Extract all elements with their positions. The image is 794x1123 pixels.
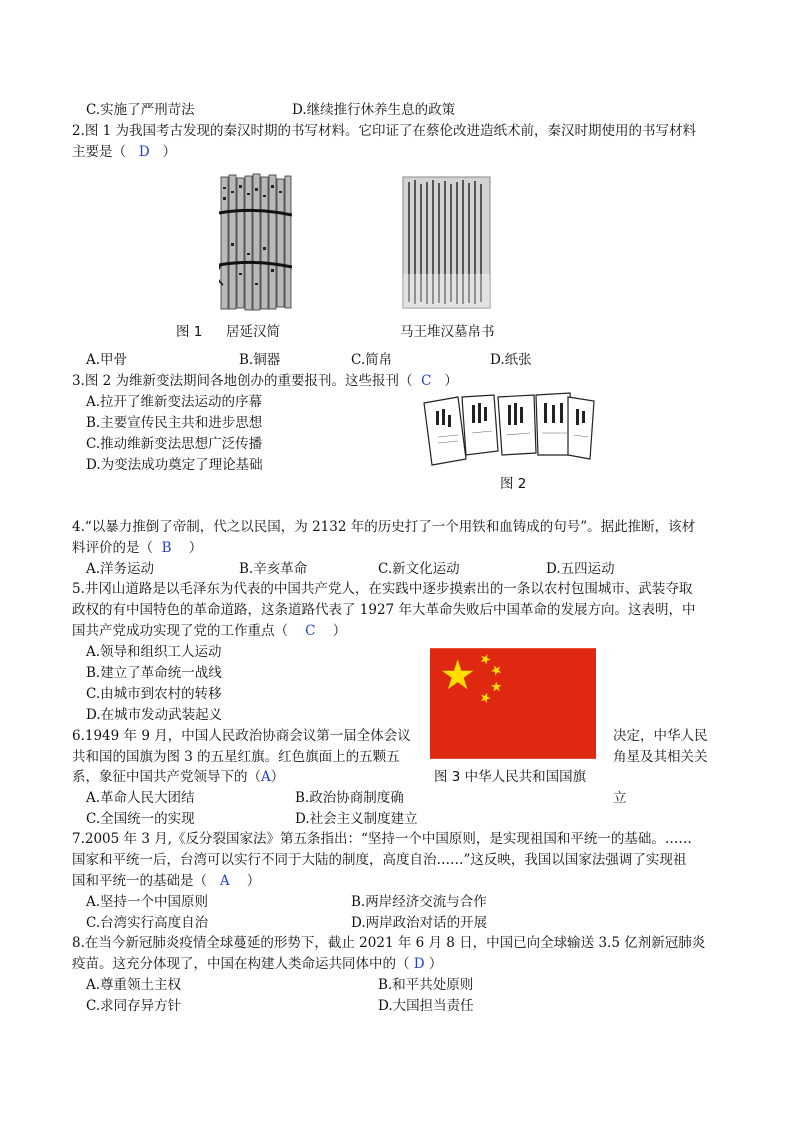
q8-option-a: A.尊重领土主权 [86, 977, 182, 993]
q8-stem-line2 [72, 952, 442, 972]
q6-option-b-tail: 立 [613, 790, 627, 806]
q1-option-c: C.实施了严刑苛法 [86, 102, 195, 118]
q6-line1-left: 6.1949 年 9 月，中国人民政治协商会议第一届全体会议 [72, 728, 411, 744]
q2-stem-line2 [72, 140, 176, 160]
q8-answer: D [413, 956, 425, 972]
q3-option-d: D.为变法成功奠定了理论基础 [86, 457, 263, 473]
q8-stem-line1: 8.在当今新冠肺炎疫情全球蔓延的形势下，截止 2021 年 6 月 8 日，中国已向全球输送 3.5 亿剂新冠肺炎 [72, 935, 706, 951]
q5-stem-line3 [72, 619, 346, 639]
q6-option-b: B.政治协商制度确 [295, 790, 404, 806]
q2-option-d: D.纸张 [490, 352, 532, 368]
q6-option-d: D.社会主义制度建立 [295, 811, 418, 827]
q6-answer: A [261, 769, 271, 785]
prc-flag-image [430, 648, 596, 759]
q2-stem-line1: 2.图 1 为我国考古发现的秦汉时期的书写材料。它印证了在蔡伦改进造纸术前，秦汉时期使用的书写材料 [72, 123, 697, 139]
q6-line3 [72, 765, 284, 785]
q4-stem-a: 料评价的是（ [72, 540, 153, 556]
q4-option-a: A.洋务运动 [86, 561, 155, 577]
q5-stem-b: ） [332, 623, 347, 639]
q5-option-c: C.由城市到农村的转移 [86, 686, 222, 702]
q4-stem-line2 [72, 536, 202, 556]
q6-option-c: C.全国统一的实现 [86, 811, 195, 827]
q7-stem-a: 国和平统一的基础是（ [72, 873, 207, 889]
q6-option-a: A.革命人民大团结 [86, 790, 195, 806]
q5-stem-a: 国共产党成功实现了党的工作重点（ [72, 623, 288, 639]
q5-option-d: D.在城市发动武装起义 [86, 707, 223, 723]
q8-option-b: B.和平共处原则 [378, 977, 474, 993]
q2-option-c: C.简帛 [351, 352, 393, 368]
q4-option-d: D.五四运动 [546, 561, 615, 577]
q3-option-a: A.拉开了维新变法运动的序幕 [86, 394, 263, 410]
q5-option-b: B.建立了革命统一战线 [86, 665, 222, 681]
q3-stem-a: 3.图 2 为维新变法期间各地创办的重要报刊。这些报刊（ [72, 373, 413, 389]
q7-option-c: C.台湾实行高度自治 [86, 915, 209, 931]
q5-answer: C [305, 623, 316, 639]
fig1-label: 图 1 [176, 324, 203, 340]
q7-stem-line2: 国家和平统一后，台湾可以实行不同于大陆的制度，高度自治……”这反映，我国以国家法强调了实现祖 [72, 852, 687, 868]
q8-stem-a: 疫苗。这充分体现了，中国在构建人类命运共同体中的（ [72, 956, 410, 972]
q5-option-a: A.领导和组织工人运动 [86, 644, 222, 660]
q5-stem-line2: 政权的有中国特色的革命道路，这条道路代表了 1927 年大革命失败后中国革命的发展方向。这表明，中 [72, 602, 696, 618]
q4-stem-b: ） [188, 540, 203, 556]
q6-line1-right: 决定，中华人民 [613, 728, 708, 744]
q7-option-d: D.两岸政治对话的开展 [351, 915, 488, 931]
q7-stem-line3 [72, 869, 260, 889]
q1-option-d: D.继续推行休养生息的政策 [292, 102, 456, 118]
reform-newspapers-image [418, 389, 598, 469]
q2-option-b: B.铜器 [239, 352, 281, 368]
q3-option-b: B.主要宣传民主共和进步思想 [86, 415, 263, 431]
fig3-caption: 图 3 中华人民共和国国旗 [434, 769, 587, 785]
q3-stem [72, 369, 458, 389]
q6-line2-right: 角星及其相关关 [613, 749, 708, 765]
q4-stem-line1: 4.“以暴力推倒了帝制，代之以民国，为 2132 年的历史打了一个用铁和血铸成的句号”。据此推断，该材 [72, 519, 696, 535]
q7-stem-b: ） [246, 873, 261, 889]
q8-option-c: C.求同存异方针 [86, 998, 182, 1014]
q7-stem-line1: 7.2005 年 3 月,《反分裂国家法》第五条指出：“坚持一个中国原则，是实现祖国和平统一的基础。…… [72, 831, 692, 847]
q6-line2-left: 共和国的国旗为图 3 的五星红旗。红色旗面上的五颗五 [72, 749, 400, 765]
q3-answer: C [421, 373, 432, 389]
q7-option-a: A.坚持一个中国原则 [86, 894, 209, 910]
q3-option-c: C.推动维新变法思想广泛传播 [86, 436, 263, 452]
mawangdui-silk-manuscript-image [400, 174, 493, 311]
q8-stem-b: ） [428, 956, 443, 972]
q6-stem-a: 系，象征中国共产党领导下的（ [72, 769, 261, 785]
q4-option-c: C.新文化运动 [378, 561, 460, 577]
q7-option-b: B.两岸经济交流与合作 [351, 894, 487, 910]
fig2-label: 图 2 [500, 476, 527, 492]
q5-stem-line1: 5.井冈山道路是以毛泽东为代表的中国共产党人，在实践中逐步摸索出的一条以农村包围城市、武装夺取 [72, 581, 693, 597]
q2-answer: D [138, 144, 150, 160]
q7-answer: A [219, 873, 230, 889]
q6-stem-b: ） [270, 769, 285, 785]
q3-stem-b: ） [444, 373, 458, 389]
fig1-caption-right: 马王堆汉墓帛书 [400, 324, 495, 340]
juyan-han-slips-image [219, 173, 292, 313]
q8-option-d: D.大国担当责任 [378, 998, 474, 1014]
q2-stem-a: 主要是（ [72, 144, 126, 160]
fig1-caption-left: 居延汉简 [226, 324, 280, 340]
q2-option-a: A.甲骨 [86, 352, 128, 368]
q4-option-b: B.辛亥革命 [239, 561, 308, 577]
q4-answer: B [161, 540, 172, 556]
q2-stem-b: ） [162, 144, 177, 160]
